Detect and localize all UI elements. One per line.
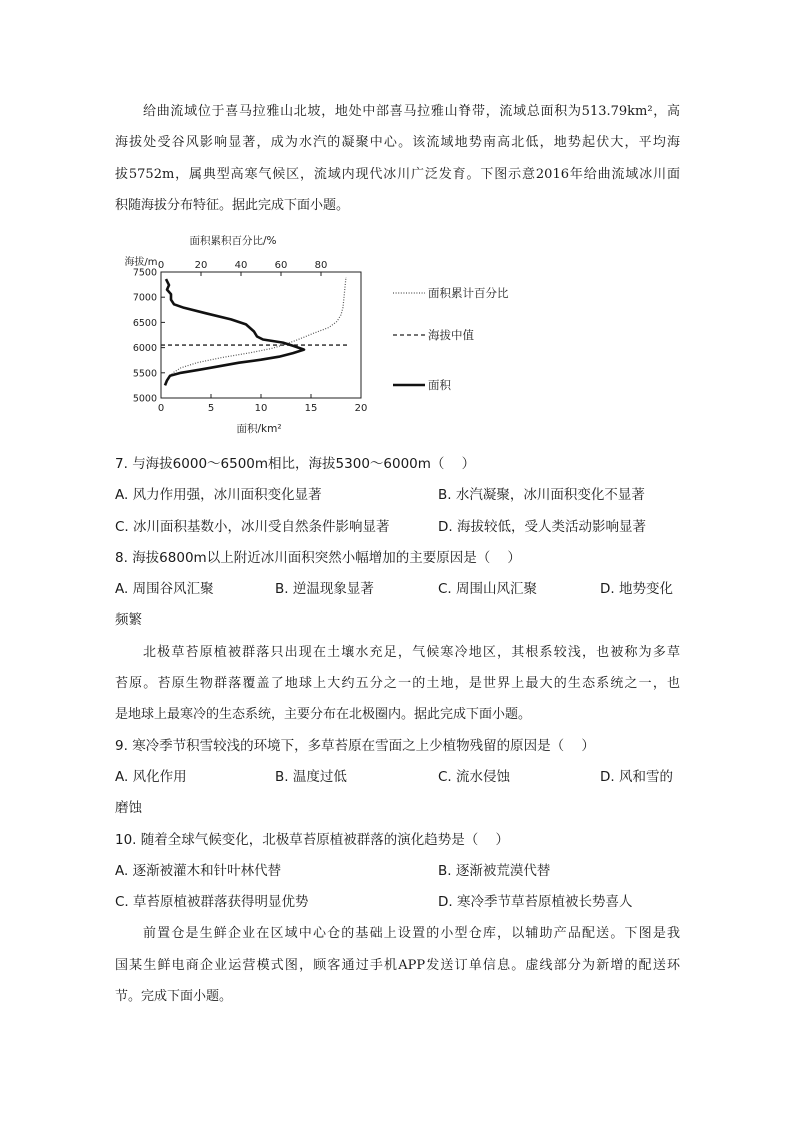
- question-number: 10.: [115, 831, 137, 848]
- legend-label-area: 面积: [428, 378, 451, 392]
- option-label: A.: [115, 487, 129, 504]
- option-d: [438, 887, 632, 918]
- option-c: [438, 574, 537, 605]
- option-text: 风和雪的: [618, 768, 673, 785]
- option-text: 逆温现象显著: [292, 581, 374, 598]
- area-curve: [165, 279, 304, 385]
- passage-line: 给曲流域位于喜马拉雅山北坡，地处中部喜马拉雅山脊带，流域总面积为513.79km²，高: [143, 104, 680, 119]
- option-text: 温度过低: [292, 768, 347, 785]
- option-label: B.: [438, 862, 452, 879]
- question-text: 随着全球气候变化，北极草苔原植被群落的演化趋势是（ ）: [140, 831, 509, 848]
- y-tick-label: 6500: [132, 317, 157, 329]
- y-tick-label: 5500: [132, 368, 157, 380]
- option-label: C.: [438, 768, 452, 785]
- option-text: 流水侵蚀: [456, 768, 511, 785]
- question-10-options-row: [115, 887, 680, 918]
- option-a: [115, 574, 214, 605]
- option-a: [115, 762, 187, 793]
- y-tick-label: 7000: [132, 292, 157, 304]
- option-label: C.: [115, 894, 129, 911]
- glacier-area-elevation-chart: [100, 228, 510, 443]
- passage-line: 海拔处受谷风影响显著，成为水汽的凝聚中心。该流域地势南高北低，地势起伏大，平均海: [115, 135, 680, 151]
- question-number: 7.: [115, 456, 128, 472]
- option-label: D.: [600, 768, 615, 785]
- top-tick-label: 60: [274, 260, 288, 271]
- x-tick-label: 0: [157, 403, 165, 414]
- option-text: 海拔较低，受人类活动影响显著: [456, 518, 646, 535]
- passage-line: 是地球上最寒冷的生态系统，主要分布在北极圈内。据此完成下面小题。: [115, 707, 532, 723]
- option-text: 风化作用: [132, 768, 187, 785]
- y-tick-label: 6000: [132, 343, 157, 355]
- question-9-stem: [115, 731, 680, 762]
- question-10-stem: [115, 825, 680, 856]
- passage-line: 苔原。苔原生物群落覆盖了地球上大约五分之一的土地，是世界上最大的生态系统之一，也: [115, 676, 680, 692]
- option-text: 地势变化: [618, 581, 673, 598]
- top-tick-label: 20: [194, 260, 208, 271]
- option-text: 周围谷风汇聚: [132, 581, 214, 598]
- plot-frame: [161, 272, 361, 398]
- option-a: [115, 480, 322, 511]
- top-tick-label: 80: [314, 260, 328, 271]
- option-label: A.: [115, 581, 129, 598]
- option-text: 风力作用强，冰川面积变化显著: [132, 487, 322, 504]
- passage-line: 拔5752m，属典型高寒气候区，流域内现代冰川广泛发育。下图示意2016年给曲流域冰川面: [115, 166, 680, 182]
- top-tick-label: 40: [234, 260, 248, 271]
- question-number: 8.: [115, 549, 128, 566]
- option-text: 寒冷季节草苔原植被长势喜人: [456, 894, 633, 911]
- option-text: 冰川面积基数小，冰川受自然条件影响显著: [133, 518, 390, 535]
- option-label: C.: [115, 518, 129, 535]
- option-label: A.: [115, 768, 129, 785]
- x-tick-label: 10: [254, 403, 268, 414]
- x-tick-label: 15: [304, 403, 318, 414]
- question-7-options-row: [115, 512, 680, 543]
- cumulative-percent-curve: [167, 277, 346, 380]
- question-text: 与海拔6000～6500m相比，海拔5300～6000m（ ）: [132, 456, 476, 472]
- question-number: 9.: [115, 737, 128, 754]
- option-a: [115, 856, 281, 887]
- option-label: A.: [115, 862, 129, 879]
- option-label: B.: [438, 487, 452, 504]
- option-c: [438, 762, 510, 793]
- option-label: B.: [275, 768, 289, 785]
- passage-line: 积随海拔分布特征。据此完成下面小题。: [115, 197, 350, 213]
- top-axis-title: 面积累积百分比/%: [189, 235, 277, 247]
- option-b: [275, 574, 374, 605]
- question-7-options-row: [115, 480, 680, 511]
- question-8-stem: [115, 543, 680, 574]
- question-10-options-row: [115, 856, 680, 887]
- top-tick-label: 0: [157, 260, 165, 271]
- option-label: B.: [275, 581, 289, 598]
- option-label: D.: [438, 518, 453, 535]
- y-axis-label: 海拔/m: [124, 257, 158, 268]
- passage-line: 节。完成下面小题。: [115, 989, 233, 1005]
- option-label: D.: [600, 581, 615, 598]
- option-b: [438, 480, 645, 511]
- option-c: [115, 512, 390, 543]
- legend-label-median: 海拔中值: [428, 328, 474, 342]
- question-9-options-row: [115, 762, 680, 793]
- question-8-options-row: [115, 574, 680, 605]
- option-label: D.: [438, 894, 453, 911]
- y-tick-label: 5000: [132, 393, 157, 405]
- option-text: 周围山风汇聚: [456, 581, 538, 598]
- option-b: [438, 856, 550, 887]
- question-text: 海拔6800m以上附近冰川面积突然小幅增加的主要原因是（ ）: [132, 549, 521, 566]
- option-d: [438, 512, 646, 543]
- legend-label-cumulative: 面积累计百分比: [428, 286, 509, 300]
- option-b: [275, 762, 347, 793]
- option-d: [600, 762, 673, 793]
- option-text: 草苔原植被群落获得明显优势: [133, 894, 309, 911]
- option-text: 水汽凝聚，冰川面积变化不显著: [455, 487, 645, 504]
- chart-marks: [133, 260, 368, 414]
- passage-line: 国某生鲜电商企业运营模式图，顾客通过手机APP发送订单信息。虚线部分为新增的配送环: [115, 957, 680, 973]
- x-axis-label: 面积/km²: [236, 423, 282, 435]
- x-tick-label: 5: [207, 403, 215, 414]
- option-text: 逐渐被荒漠代替: [455, 862, 551, 879]
- option-text: 逐渐被灌木和针叶林代替: [132, 862, 282, 879]
- question-section: [115, 449, 680, 1012]
- passage-line: 北极草苔原植被群落只出现在土壤水充足，气候寒冷地区，其根系较浅，也被称为多草: [143, 644, 680, 660]
- y-tick-label: 7500: [132, 267, 157, 279]
- option-label: C.: [438, 581, 452, 598]
- question-7-stem: [115, 449, 680, 480]
- question-text: 寒冷季节积雪较浅的环境下，多草苔原在雪面之上少植物残留的原因是（ ）: [132, 737, 595, 754]
- option-c: [115, 887, 309, 918]
- x-tick-label: 20: [354, 403, 368, 414]
- legend: [393, 286, 509, 392]
- passage-line: 前置仓是生鲜企业在区域中心仓的基础上设置的小型仓库，以辅助产品配送。下图是我: [143, 926, 680, 942]
- option-d-continuation: 频繁: [115, 612, 142, 629]
- option-d: [600, 574, 673, 605]
- passage-glacier: [115, 96, 680, 221]
- option-d-continuation: 磨蚀: [115, 800, 142, 817]
